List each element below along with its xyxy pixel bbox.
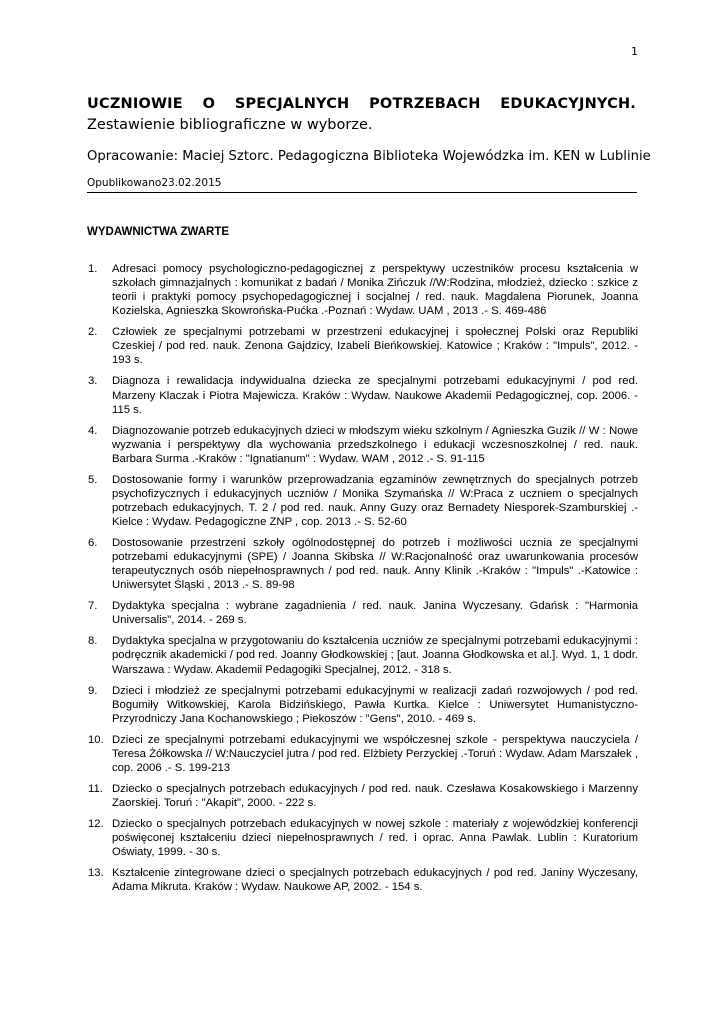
publication-date: Opublikowano23.02.2015 bbox=[87, 177, 222, 189]
bibliography-entry bbox=[87, 536, 638, 592]
entry-number: 13. bbox=[88, 867, 104, 880]
entry-text: Dydaktyka specjalna w przygotowaniu do kształcenia uczniów ze specjalnymi potrzebami edukacyjnymi : podręcznik akademicki / pod red. Joanny Głodkowskiej ; [aut. Joanna Głodkowska et al.]. Wyd. 1, 1 dodr. Warszawa : Wydaw. Akademii Pedagogiki Specjalnej, 2012. - 318 s. bbox=[112, 635, 638, 676]
bibliography-entry bbox=[87, 634, 638, 676]
entry-number: 9. bbox=[88, 684, 98, 697]
bibliography-entry bbox=[87, 733, 638, 775]
entry-text: Diagnozowanie potrzeb edukacyjnych dzieci w młodszym wieku szkolnym / Agnieszka Guzik // W : Nowe wyzwania i perspektywy dla wychowania przedszkolnego i edukacji wczesnoszkolnej / red. nauk. Barbara Surma .-Kraków : "Ignatianum" : Wydaw. WAM , 2012 .- S. 91-115 bbox=[112, 424, 638, 465]
entry-number: 11. bbox=[88, 782, 103, 795]
bibliography-entry bbox=[87, 866, 638, 894]
bibliography-entry bbox=[87, 782, 638, 810]
entry-number: 4. bbox=[88, 424, 98, 437]
entry-text: Dziecko o specjalnych potrzebach edukacyjnych / pod red. nauk. Czesława Kosakowskiego i Marzenny Zaorskiej. Toruń : "Akapit", 2000. - 222 s. bbox=[112, 782, 638, 809]
entry-text: Dziecko o specjalnych potrzebach edukacyjnych w nowej szkole : materiały z wojewódzkiej konferencji poświęconej kształceniu dzieci niepełnosprawnych / red. i oprac. Anna Pawlak. Lublin : Kuratorium Oświaty, 1999. - 30 s. bbox=[112, 817, 638, 859]
entry-text: Człowiek ze specjalnymi potrzebami w przestrzeni edukacyjnej i społecznej Polski oraz Republiki Czeskiej / pod red. nauk. Zenona Gajdzicy, Izabeli Bieńkowskiej. Katowice ; Kraków : "Impuls", 2012. - 193 s. bbox=[112, 326, 638, 367]
entry-text: Diagnoza i rewalidacja indywidualna dziecka ze specjalnymi potrzebami edukacyjnymi / pod red. Marzeny Klaczak i Piotra Majewicza. Kraków : Wydaw. Naukowe Akademii Pedagogicznej, cop. 2006. - 115 s. bbox=[112, 375, 638, 416]
section-heading: WYDAWNICTWA ZWARTE bbox=[87, 226, 230, 238]
bibliography-entry bbox=[87, 817, 638, 859]
document-title-subtitle: Zestawienie bibliograficzne w wyborze. bbox=[87, 117, 373, 133]
bibliography-entry bbox=[87, 424, 638, 466]
document-title bbox=[87, 94, 636, 136]
bibliography-entry bbox=[87, 262, 638, 318]
bibliography-entry bbox=[87, 599, 638, 627]
entry-text: Dostosowanie przestrzeni szkoły ogólnodostępnej do potrzeb i możliwości ucznia ze specjalnymi potrzebami edukacyjnymi (SPE) / Joanna Skibska // W:Racjonalność oraz uwarunkowania procesów terapeutycznych osób niepełnosprawnych / pod red. nauk. Anny Klinik .-Kraków : "Impuls" .-Katowice : Uniwersytet Śląski , 2013 .- S. 89-98 bbox=[112, 537, 638, 592]
entry-number: 10. bbox=[88, 733, 104, 746]
author-line: Opracowanie: Maciej Sztorc. Pedagogiczna Biblioteka Wojewódzka im. KEN w Lublinie bbox=[87, 149, 651, 164]
entry-number: 6. bbox=[88, 537, 98, 550]
entry-number: 1. bbox=[88, 263, 98, 275]
entry-number: 12. bbox=[88, 817, 104, 830]
header-divider bbox=[87, 192, 637, 193]
entry-text: Dzieci i młodzież ze specjalnymi potrzebami edukacyjnymi w realizacji zadań rozwojowych / pod red. Bogumiły Witkowskiej, Karola Bidzińskiego, Pawła Kurtka. Kielce : Uniwersytet Humanistyczno-Przyrodniczy Jana Kochanowskiego ; Piekoszów : "Gens", 2010. - 469 s. bbox=[112, 684, 638, 725]
entry-text: Kształcenie zintegrowane dzieci o specjalnych potrzebach edukacyjnych / pod red. Janiny Wyczesany, Adama Mikruta. Kraków : Wydaw. Naukowe AP, 2002. - 154 s. bbox=[112, 867, 638, 894]
entry-number: 2. bbox=[88, 326, 98, 339]
bibliography-entry bbox=[87, 374, 638, 416]
entry-text: Dzieci ze specjalnymi potrzebami edukacyjnymi we współczesnej szkole - perspektywa nauczyciela / Teresa Żółkowska // W:Nauczyciel jutra / pod red. Elżbiety Perzyckiej .-Toruń : Wydaw. Adam Marszałek , cop. 2006 .- S. 199-213 bbox=[112, 733, 638, 774]
page-number: 1 bbox=[631, 45, 638, 58]
entry-number: 5. bbox=[88, 473, 98, 486]
entry-text: Adresaci pomocy psychologiczno-pedagogicznej z perspektywy uczestników procesu kształcenia w szkołach gimnazjalnych : komunikat z badań / Monika Zińczuk //W:Rodzina, młodzież, dziecko : szkice z teorii i praktyki pomocy psychopedagogicznej i socjalnej / red. nauk. Magdalena Piorunek, Joanna Kozielska, Agnieszka Skowrońska-Pućka .-Poznań : Wydaw. UAM , 2013 .- S. 469-486 bbox=[112, 263, 638, 318]
entry-text: Dostosowanie formy i warunków przeprowadzania egzaminów zewnętrznych do specjalnych potrzeb psychofizycznych i edukacyjnych uczniów / Monika Szymańska // W:Praca z uczniem o specjalnych potrzebach edukacyjnych. T. 2 / pod red. nauk. Anny Guzy oraz Bernadety Niesporek-Szamburskiej .-Kielce : Wydaw. Pedagogiczne ZNP , cop. 2013 .- S. 52-60 bbox=[112, 473, 638, 529]
bibliography-entry bbox=[87, 325, 638, 367]
document-header bbox=[87, 94, 651, 190]
bibliography-entry bbox=[87, 684, 638, 726]
bibliography-entry bbox=[87, 473, 638, 529]
entry-number: 3. bbox=[88, 375, 98, 388]
entry-number: 8. bbox=[88, 635, 98, 648]
bibliography-list bbox=[87, 262, 638, 901]
document-title-main: UCZNIOWIE O SPECJALNYCH POTRZEBACH EDUKACYJNYCH. bbox=[87, 96, 636, 112]
entry-number: 7. bbox=[88, 600, 98, 613]
entry-text: Dydaktyka specjalna : wybrane zagadnienia / red. nauk. Janina Wyczesany. Gdańsk : "Harmonia Universalis", 2014. - 269 s. bbox=[112, 600, 638, 627]
